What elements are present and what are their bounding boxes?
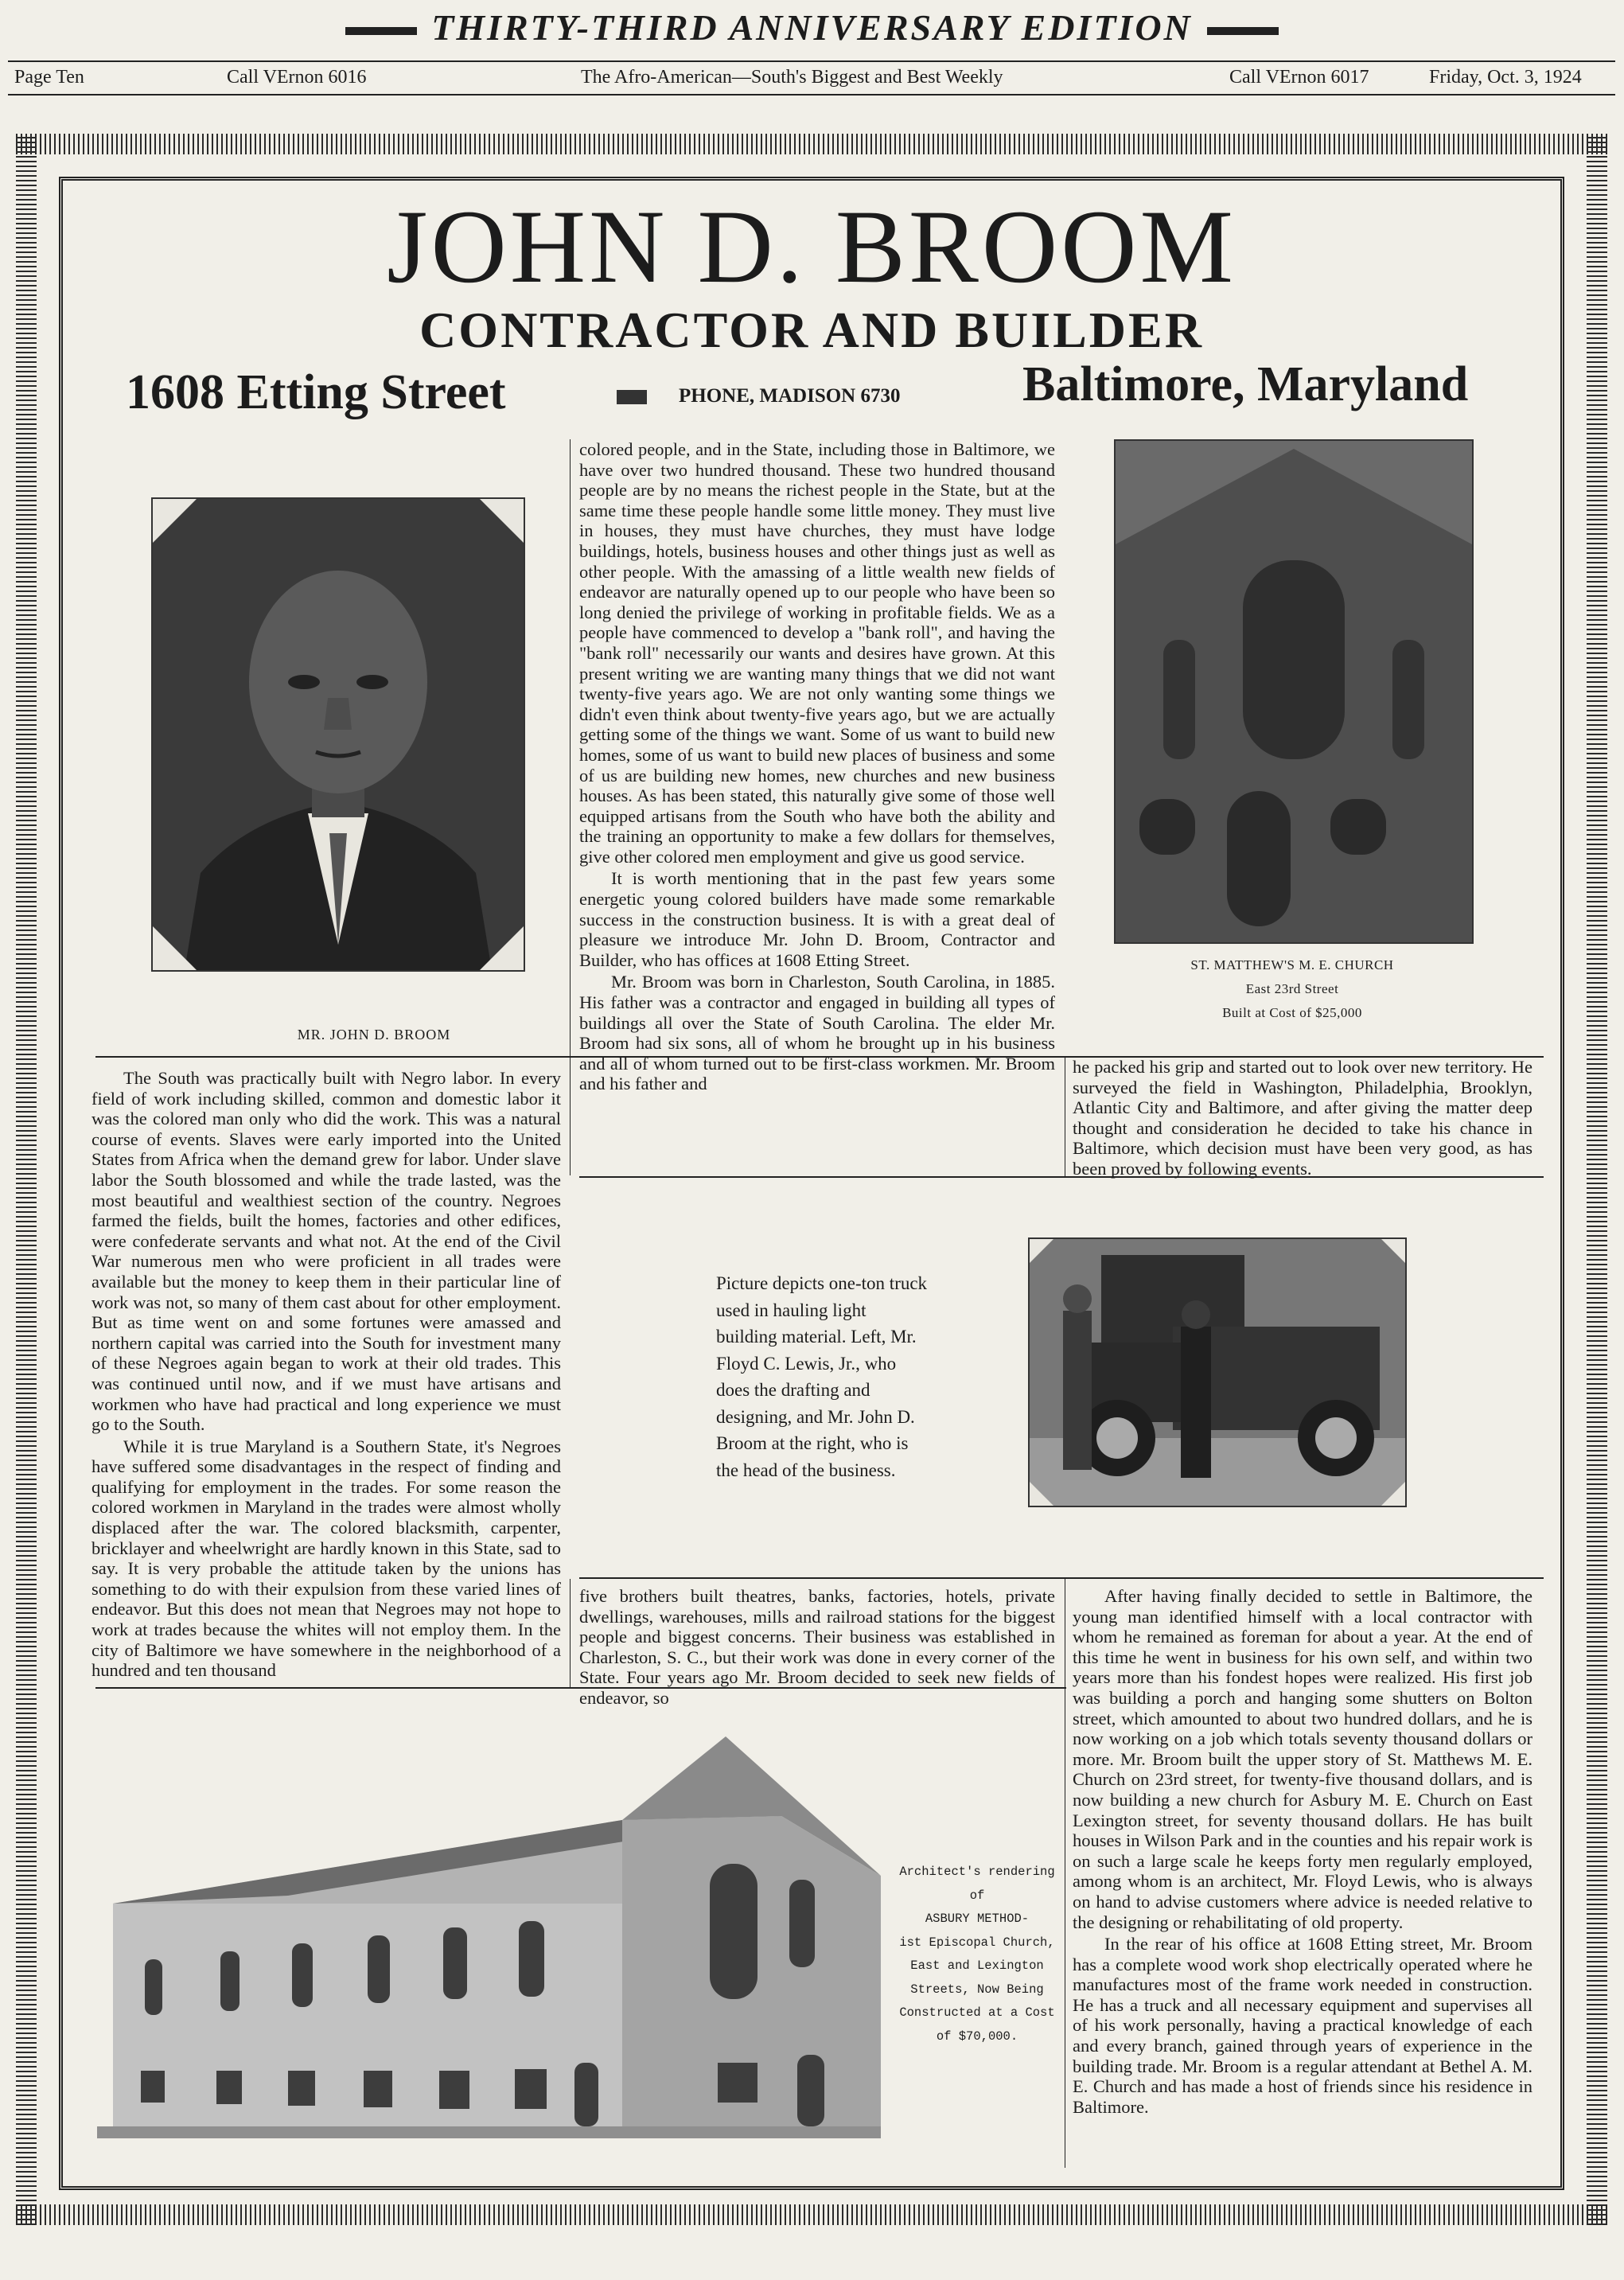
portrait-photo — [151, 497, 525, 972]
article-paragraph: In the rear of his office at 1608 Etting street, Mr. Broom has a complete wood work shop electrically operated where he manufactures most of the frame work needed in construction. He has a truck and all necessary equipment and supervises all of his work personally, having a practical knowledge of each and every branch, gained through years of experience in the building trade. Mr. Broom is a regular attendant at Bethel A. M. E. Church and has made a host of friends since his residence in Baltimore. — [1073, 1934, 1532, 2117]
asbury-caption-line: Streets, Now Being — [910, 1982, 1044, 1997]
portrait-illustration — [153, 499, 524, 970]
article-column-2-top — [579, 439, 1055, 1096]
section-rule — [579, 1577, 1544, 1579]
church-location: East 23rd Street — [1245, 981, 1339, 996]
banner-ornament — [345, 27, 417, 35]
article-column-3-bottom — [1073, 1586, 1532, 2118]
tagline: The Afro-American—South's Biggest and Best Weekly — [581, 67, 1003, 88]
truck-illustration — [1030, 1239, 1405, 1506]
asbury-caption — [898, 1861, 1057, 2048]
phone-ornament — [617, 390, 647, 404]
article-column-2-bottom — [579, 1586, 1055, 1710]
phone-number: PHONE, MADISON 6730 — [679, 385, 901, 407]
asbury-illustration — [97, 1736, 881, 2138]
church-caption — [1114, 953, 1470, 1025]
article-column-1 — [92, 1068, 561, 1682]
top-rule — [8, 60, 1615, 62]
asbury-caption-line: Architect's rendering — [899, 1865, 1055, 1879]
article-paragraph: he packed his grip and started out to look over new territory. He surveyed the field in Washington, Philadelphia, Brooklyn, Atlantic City and Baltimore, and after giving the matter deep thought and consideration he decided to take his chance in Baltimore, which decision must have been very good, as has been proved by following events. — [1073, 1057, 1532, 1179]
asbury-caption-line: ist Episcopal Church, — [899, 1935, 1055, 1950]
trade-heading: CONTRACTOR AND BUILDER — [419, 302, 1204, 358]
issue-date: Friday, Oct. 3, 1924 — [1429, 67, 1582, 88]
church-illustration — [1116, 441, 1472, 942]
article-paragraph: five brothers built theatres, banks, factories, hotels, private dwellings, warehouses, mills and railroad stations for the biggest people and biggest concerns. Their business was established in Charleston, S. C., but their work was done in every corner of the State. Four years ago Mr. Broom decided to seek new fields of endeavor, so — [579, 1586, 1055, 1708]
column-rule — [570, 1579, 571, 1687]
edition-title: THIRTY-THIRD ANNIVERSARY EDITION — [431, 7, 1193, 48]
church-name: ST. MATTHEW'S M. E. CHURCH — [1190, 957, 1394, 972]
contractor-name: JOHN D. BROOM — [387, 188, 1236, 305]
asbury-caption-line: of $70,000. — [936, 2029, 1018, 2044]
article-paragraph: After having finally decided to settle in Baltimore, the young man identified himself with a local contractor with whom he remained as foreman for about a year. At the end of this time he went in business for his own self, and within two years more than his fondest hopes were realized. His first job was building a porch and hanging some shutters on Bolton street, which amounted to about two hundred dollars, and he is now working on a job which totals seventy thousand dollars or more. Mr. Broom built the upper story of St. Matthews M. E. Church on 23rd street, for twenty-five thousand dollars, and is now building a new church for Asbury M. E. Church on East Lexington street, for seventy thousand dollars. He has built houses in Wilson Park and in the counties and his repair work is on such a large scale he keeps forty men regularly employed, among whom is an architect, Mr. Floyd Lewis, who is always on hand to advise customers where advice is needed relative to the designing or rehabilitating of old property. — [1073, 1586, 1532, 1932]
portrait-caption: MR. JOHN D. BROOM — [297, 1027, 451, 1043]
street-address: 1608 Etting Street — [126, 365, 506, 419]
frame-top — [16, 134, 1607, 154]
frame-left — [16, 134, 37, 2225]
article-paragraph: colored people, and in the State, including those in Baltimore, we have over two hundred thousand. These two hundred thousand people are by no means the richest people in the State, but at the same time these people handle some little money. They must live in houses, they must have churches, they must have lodge buildings, hotels, business houses and other things just as well as other people. With the amassing of a little wealth new fields of endeavor are naturally opened up to our people who have been so long denied the privilege of working in profitable fields. We as a people have commenced to develop a "bank roll", and having the "bank roll" necessarily our wants and desires have grown. At this present writing we are wanting many things that we did not want twenty-five years ago. We are not only wanting some things we didn't even think about twenty-five years ago, but we are actually getting some of the things we want. Some of us want to build new homes, some of us want to build new places of business and some of us are building new homes, new churches and new business houses. As has been stated, this naturally give some of those well equipped artisans from the South who have both the ability and the training an opportunity to make a few dollars for themselves, give other colored men employment and give us good service. — [579, 439, 1055, 867]
frame-bottom — [16, 2204, 1607, 2225]
edition-banner — [0, 0, 1624, 56]
article-paragraph: While it is true Maryland is a Southern State, it's Negroes have suffered some disadvantages in the respect of finding and qualifying for employment in the trades. For some reason the colored workmen in Maryland in the trades were almost wholly displaced after the war. The colored blacksmith, carpenter, bricklayer and wheelwright are hardly known in this State, sad to say. It is very probable the attitude taken by the unions has something to do with their expulsion from these varied lines of endeavor. But this does not mean that Negroes may not hope to work at trades because the whites will not employ them. In the city of Baltimore we have somewhere in the neighborhood of a hundred and ten thousand — [92, 1436, 561, 1681]
asbury-caption-line: ASBURY METHOD- — [925, 1912, 1030, 1926]
running-head-rule — [8, 94, 1615, 95]
truck-photo — [1028, 1237, 1407, 1507]
phone-left: Call VErnon 6016 — [227, 67, 367, 88]
asbury-church-rendering — [97, 1736, 881, 2138]
phone-right: Call VErnon 6017 — [1229, 67, 1369, 88]
truck-caption: Picture depicts one-ton truck used in hauling light building material. Left, Mr. Floyd C. Lewis, Jr., who does the drafting and designing, and Mr. John D. Broom at the right, who is the head of the business. — [716, 1273, 928, 1480]
page-number: Page Ten — [14, 67, 84, 88]
church-photo — [1114, 439, 1474, 944]
city: Baltimore, Maryland — [1022, 357, 1469, 411]
frame-right — [1587, 134, 1607, 2225]
church-cost: Built at Cost of $25,000 — [1222, 1005, 1362, 1020]
asbury-caption-line: of — [969, 1888, 985, 1903]
article-paragraph: Mr. Broom was born in Charleston, South Carolina, in 1885. His father was a contractor and engaged in building all types of buildings all over the State of South Carolina. The elder Mr. Broom had six sons, all of whom he brought up in his business and all of whom turned out to be first-class workmen. Mr. Broom and his father and — [579, 972, 1055, 1094]
asbury-caption-line: Constructed at a Cost — [899, 2005, 1055, 2020]
article-paragraph: The South was practically built with Negro labor. In every field of work including skilled, common and domestic labor it was the colored man only who did the work. This was a natural course of events. Slaves were early imported into the United States from Africa when the demand grew for labor. Under slave labor the South blossomed and while the trade lasted, was the most beautiful and wealthiest section of the country. Negroes farmed the fields, built the homes, factories and other edifices, were confederate servants and what not. At the end of the Civil War numerous men who were proficient in all trades were available but the money to keep them in their particular line of work was not, so many of them cast about for other employment. But as time went on and some fortunes were amassed and northern capital was carried into the South for investment many of these Negroes again began to work at their old trades. This was continued until now, and if we must have artisans and workmen who have had practical and long experience we must go to the South. — [92, 1068, 561, 1435]
banner-ornament — [1207, 27, 1279, 35]
article-column-3-top — [1073, 1057, 1532, 1181]
asbury-caption-line: East and Lexington — [910, 1958, 1044, 1973]
column-rule — [570, 439, 571, 1175]
article-paragraph: It is worth mentioning that in the past few years some energetic young colored builders have made some remarkable success in the construction business. It is with a great deal of pleasure we introduce Mr. John D. Broom, Contractor and Builder, who has offices at 1608 Etting Street. — [579, 868, 1055, 970]
